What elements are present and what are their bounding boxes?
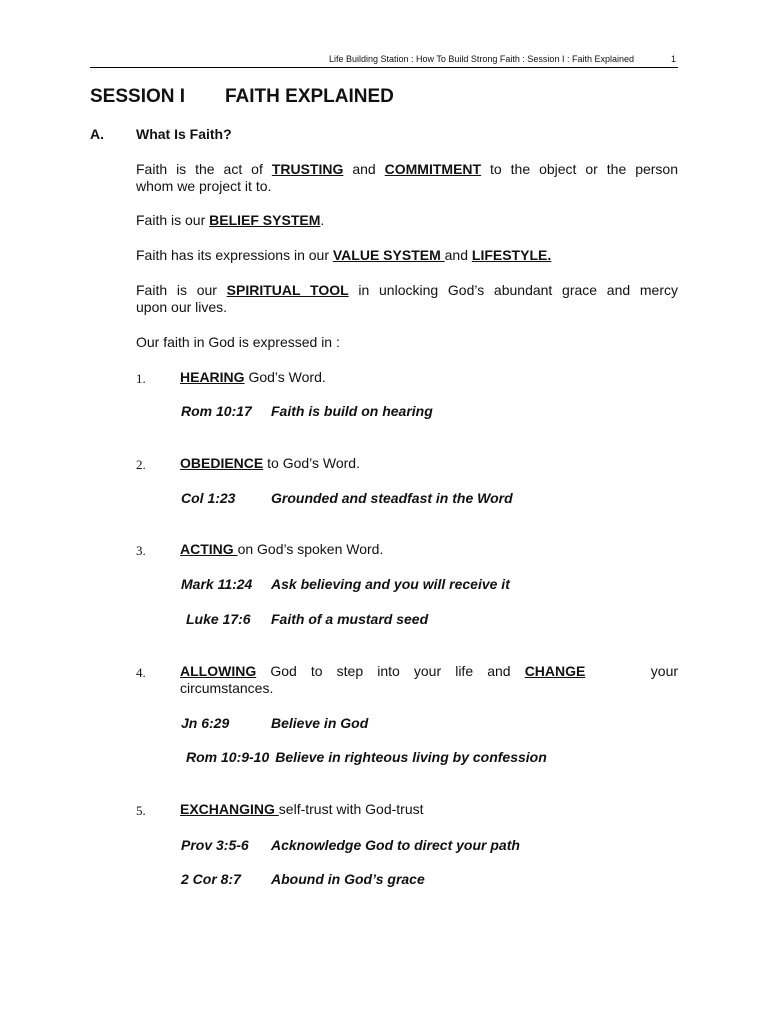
running-title: Life Building Station : How To Build Strong Faith : Session I : Faith Explained [328, 54, 634, 64]
item-keyword: EXCHANGING [180, 801, 279, 817]
verse-ref: Prov 3:5-6 [181, 837, 249, 853]
item-keyword: OBEDIENCE [180, 455, 264, 471]
list-item [180, 455, 678, 472]
running-header [90, 53, 678, 68]
item-text: your [650, 663, 679, 679]
item-number: 3. [136, 543, 146, 558]
list-item [180, 369, 678, 386]
item-text: self-trust with God-trust [278, 801, 424, 817]
text: . [320, 212, 325, 228]
item-number: 1. [136, 371, 146, 386]
list-item-line-2: circumstances. [180, 680, 274, 696]
verse-text: Believe in God [271, 715, 369, 731]
text: to the object or the person [481, 161, 678, 177]
paragraph-4-line-2: upon our lives. [136, 299, 228, 315]
scripture-reference [181, 490, 513, 506]
scripture-reference [186, 611, 429, 627]
verse-ref: Luke 17:6 [186, 611, 251, 627]
keyword-belief-system: BELIEF SYSTEM [209, 212, 321, 228]
verse-text: Abound in God’s grace [271, 871, 425, 887]
paragraph-2 [136, 212, 678, 229]
item-number: 2. [136, 457, 146, 472]
item-keyword: HEARING [180, 369, 245, 385]
verse-text: Faith of a mustard seed [271, 611, 429, 627]
page-number: 1 [670, 54, 676, 64]
item-text: to God’s Word. [263, 455, 360, 471]
paragraph-5: Our faith in God is expressed in : [136, 334, 340, 350]
paragraph-3 [136, 247, 678, 264]
keyword-value-system: VALUE SYSTEM [332, 247, 445, 263]
scripture-reference [181, 403, 433, 419]
keyword-change: CHANGE [524, 663, 586, 679]
session-label: SESSION I [90, 86, 186, 107]
section-title: What Is Faith? [136, 126, 232, 142]
text: Faith is our [136, 282, 227, 298]
verse-text: Believe in righteous living by confession [275, 749, 547, 765]
keyword-lifestyle: LIFESTYLE. [471, 247, 552, 263]
list-item [180, 801, 678, 818]
section-letter: A. [90, 126, 104, 142]
paragraph-4-line-1 [136, 282, 678, 299]
text: and [343, 161, 385, 177]
keyword-spiritual-tool: SPIRITUAL TOOL [226, 282, 349, 298]
verse-text: Faith is build on hearing [271, 403, 433, 419]
verse-ref: 2 Cor 8:7 [181, 871, 241, 887]
verse-text: Ask believing and you will receive it [271, 576, 510, 592]
session-heading [90, 86, 394, 108]
verse-ref: Rom 10:9-10 [186, 749, 270, 765]
text: in unlocking God’s abundant grace and mercy [348, 282, 678, 298]
keyword-commitment: COMMITMENT [384, 161, 482, 177]
verse-text: Acknowledge God to direct your path [271, 837, 520, 853]
text: and [444, 247, 472, 263]
text: Faith is the act of [136, 161, 272, 177]
scripture-reference [186, 749, 547, 765]
list-item-line-1 [180, 663, 678, 680]
item-number: 5. [136, 803, 146, 818]
verse-text: Grounded and steadfast in the Word [271, 490, 513, 506]
section-heading [90, 126, 232, 142]
session-title: FAITH EXPLAINED [225, 86, 394, 107]
text: Faith has its expressions in our [136, 247, 333, 263]
scripture-reference [181, 871, 425, 887]
verse-ref: Mark 11:24 [181, 576, 253, 592]
keyword-trusting: TRUSTING [271, 161, 344, 177]
item-number: 4. [136, 665, 146, 680]
scripture-reference [181, 837, 520, 853]
item-text: on God’s spoken Word. [237, 541, 384, 557]
text: Faith is our [136, 212, 210, 228]
item-keyword: ACTING [180, 541, 238, 557]
paragraph-1-line-1 [136, 161, 678, 178]
scripture-reference [181, 715, 369, 731]
verse-ref: Jn 6:29 [181, 715, 230, 731]
scripture-reference [181, 576, 510, 592]
item-keyword: ALLOWING [180, 663, 257, 679]
item-text: God to step into your life and [256, 663, 511, 679]
item-text: God’s Word. [244, 369, 326, 385]
verse-ref: Rom 10:17 [181, 403, 252, 419]
list-item [180, 541, 678, 558]
paragraph-1-line-2: whom we project it to. [136, 178, 272, 194]
verse-ref: Col 1:23 [181, 490, 236, 506]
